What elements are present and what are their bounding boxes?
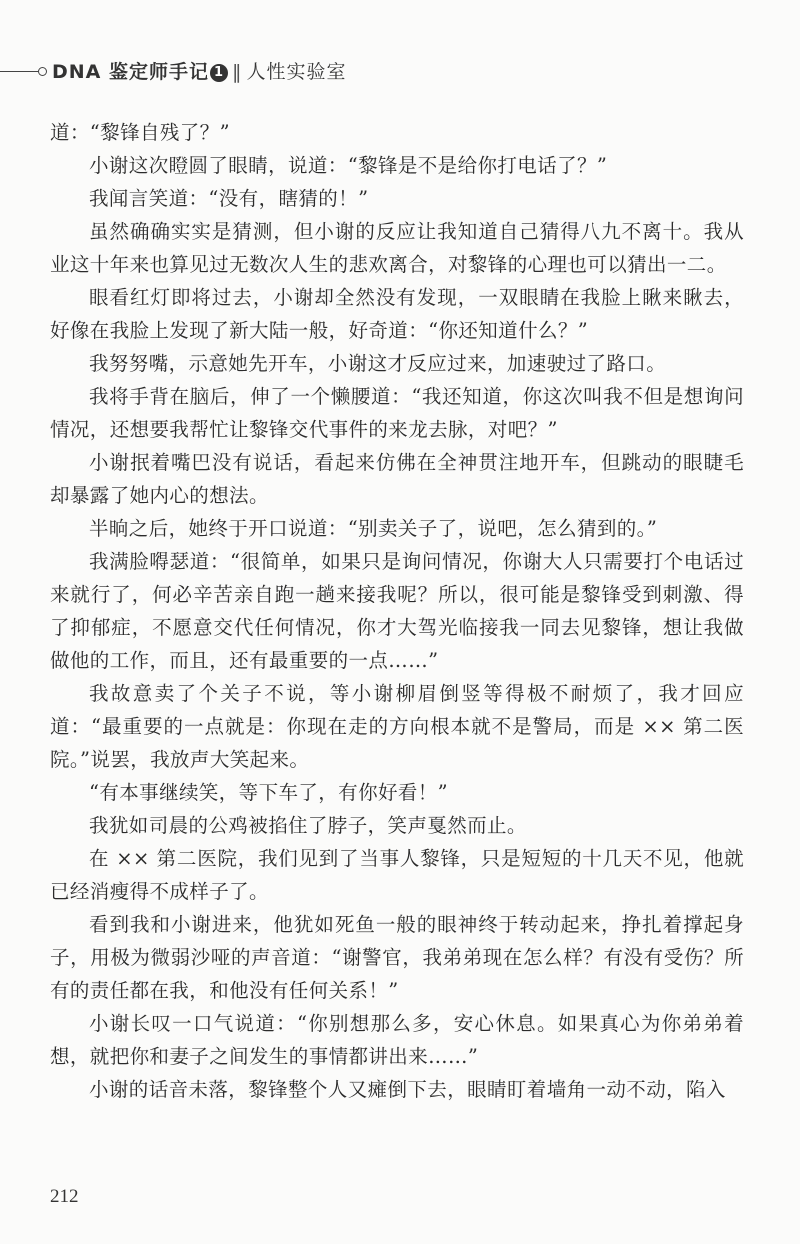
paragraph: 我闻言笑道：“没有，瞎猜的！” — [89, 187, 369, 210]
paragraph: 半晌之后，她终于开口说道：“别卖关子了，说吧，怎么猜到的。” — [89, 517, 658, 540]
body-text — [50, 116, 744, 1106]
paragraph: 在 ×× 第二医院，我们见到了当事人黎锋，只是短短的十几天不见，他就已经消瘦得不成样子了。 — [50, 847, 744, 903]
paragraph: 我故意卖了个关子不说，等小谢柳眉倒竖等得极不耐烦了，我才回应道：“最重要的一点就是：你现在走的方向根本就不是警局，而是 ×× 第二医院。”说罢，我放声大笑起来。 — [50, 682, 744, 771]
paragraph: 我努努嘴，示意她先开车，小谢这才反应过来，加速驶过了路口。 — [89, 352, 667, 375]
header-circle-ornament — [38, 67, 47, 76]
paragraph: “有本事继续笑，等下车了，有你好看！” — [89, 781, 449, 804]
paragraph: 小谢长叹一口气说道：“你别想那么多，安心休息。如果真心为你弟弟着想，就把你和妻子之间发生的事情都讲出来……” — [50, 1012, 744, 1068]
book-title: DNA 鉴定师手记 — [52, 61, 209, 83]
paragraph: 我犹如司晨的公鸡被掐住了脖子，笑声戛然而止。 — [89, 814, 527, 837]
paragraph: 眼看红灯即将过去，小谢却全然没有发现，一双眼睛在我脸上瞅来瞅去，好像在我脸上发现了新大陆一般，好奇道：“你还知道什么？” — [50, 286, 744, 342]
header-title — [52, 57, 347, 84]
paragraph: 看到我和小谢进来，他犹如死鱼一般的眼神终于转动起来，挣扎着撑起身子，用极为微弱沙哑的声音道：“谢警官，我弟弟现在怎么样？有没有受伤？所有的责任都在我，和他没有任何关系！” — [50, 913, 744, 1002]
volume-badge: 1 — [210, 64, 228, 82]
paragraph: 小谢的话音未落，黎锋整个人又瘫倒下去，眼睛盯着墙角一动不动，陷入 — [89, 1078, 726, 1101]
header-separator: ‖ — [232, 61, 243, 83]
paragraph: 小谢抿着嘴巴没有说话，看起来仿佛在全神贯注地开车，但跳动的眼睫毛却暴露了她内心的想法。 — [50, 451, 744, 507]
running-header — [0, 50, 800, 90]
page-number: 212 — [50, 1186, 79, 1207]
paragraph: 我将手背在脑后，伸了一个懒腰道：“我还知道，你这次叫我不但是想询问情况，还想要我帮忙让黎锋交代事件的来龙去脉，对吧？” — [50, 385, 744, 441]
paragraph: 小谢这次瞪圆了眼睛，说道：“黎锋是不是给你打电话了？” — [89, 154, 608, 177]
paragraph: 道：“黎锋自残了？” — [50, 121, 230, 144]
paragraph: 虽然确确实实是猜测，但小谢的反应让我知道自己猜得八九不离十。我从业这十年来也算见过无数次人生的悲欢离合，对黎锋的心理也可以猜出一二。 — [50, 220, 744, 276]
paragraph: 我满脸嘚瑟道：“很简单，如果只是询问情况，你谢大人只需要打个电话过来就行了，何必辛苦亲自跑一趟来接我呢？所以，很可能是黎锋受到刺激、得了抑郁症，不愿意交代任何情况，你才大驾光临接我一同去见黎锋，想让我做做他的工作，而且，还有最重要的一点……” — [50, 550, 744, 672]
book-subtitle: 人性实验室 — [246, 61, 347, 83]
header-rule — [0, 71, 40, 72]
